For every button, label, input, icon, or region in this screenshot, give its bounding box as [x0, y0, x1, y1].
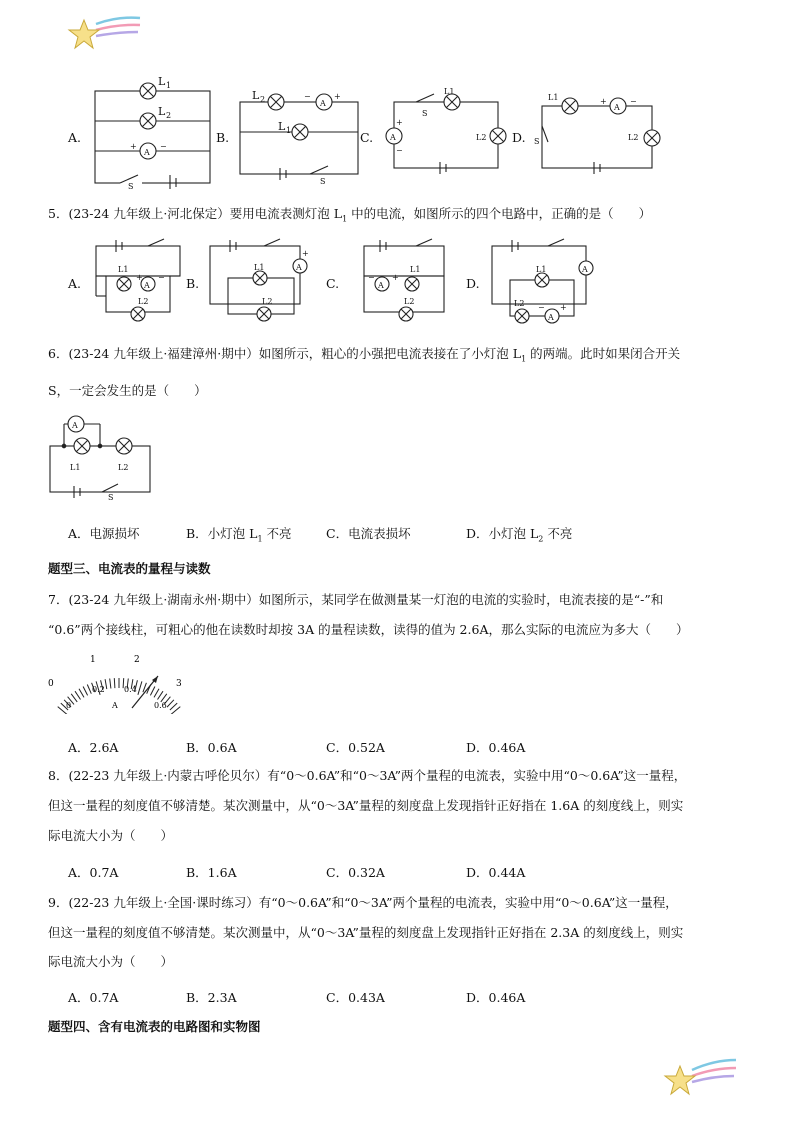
svg-text:S: S [534, 137, 540, 146]
svg-text:−: − [158, 273, 165, 282]
svg-text:L2: L2 [404, 297, 415, 306]
q7-option-c[interactable]: C．0.52A [326, 740, 385, 755]
svg-text:L1: L1 [410, 265, 421, 274]
svg-text:L1: L1 [118, 265, 129, 274]
q6-stem-line2: S，一定会发生的是（ ） [48, 383, 207, 398]
svg-text:L1: L1 [536, 265, 547, 274]
section-heading-4: 题型四、含有电流表的电路图和实物图 [48, 1019, 261, 1034]
q6-option-d[interactable]: D．小灯泡 $L_2$ 不亮 [466, 526, 573, 544]
svg-text:−: − [160, 142, 167, 151]
svg-text:−: − [368, 273, 375, 282]
svg-text:L1: L1 [444, 88, 455, 96]
q6-option-a[interactable]: A．电源损坏 [68, 526, 140, 541]
q4-circuit-c [380, 88, 510, 178]
q8-option-a[interactable]: A．0.7A [68, 865, 119, 880]
svg-text:0.6: 0.6 [154, 701, 167, 710]
svg-text:A: A [320, 99, 326, 108]
svg-text:A: A [390, 133, 396, 142]
svg-text:2: 2 [134, 655, 140, 665]
q9-option-c[interactable]: C．0.43A [326, 990, 385, 1005]
svg-text:A: A [144, 148, 150, 157]
q4-option-d-label: D. [512, 130, 526, 145]
dial-tick [158, 691, 164, 699]
dial-tick [75, 691, 81, 699]
dial-tick [150, 687, 155, 696]
svg-text:L2: L2 [118, 463, 129, 472]
dial-tick [79, 689, 84, 698]
svg-text:L1: L1 [70, 463, 81, 472]
svg-text:−: − [396, 146, 403, 155]
dial-tick [114, 678, 115, 688]
q4-option-c-label: C. [360, 130, 374, 145]
q5-circuit-b [204, 238, 314, 326]
q9-option-d[interactable]: D．0.46A [466, 990, 526, 1005]
svg-text:2: 2 [166, 111, 172, 120]
dial-tick [87, 685, 91, 694]
svg-text:L: L [252, 89, 260, 102]
svg-text:+: + [600, 97, 607, 106]
q8-option-d[interactable]: D．0.44A [466, 865, 526, 880]
q9-stem-line1: 9．(22-23 九年级上·全国·课时练习）有“0～0.6A”和“0～3A”两个量程的电流表，实验中用“0～0.6A”这一量程， [48, 895, 678, 910]
dial-tick [138, 681, 142, 694]
q6-option-c[interactable]: C．电流表损坏 [326, 526, 411, 541]
q5-stem: 5．(23-24 九年级上·河北保定）要用电流表测灯泡 $L_1$ 中的电流，如图所示的四个电路中，正确的是（ ） [48, 206, 652, 224]
q9-option-a[interactable]: A．0.7A [68, 990, 119, 1005]
q4-option-b-label: B. [216, 130, 230, 145]
q8-option-c[interactable]: C．0.32A [326, 865, 385, 880]
dial-tick [83, 687, 88, 696]
section-heading-3: 题型三、电流表的量程与读数 [48, 561, 211, 576]
svg-text:+: + [560, 303, 567, 312]
svg-text:0.2: 0.2 [92, 685, 105, 694]
svg-text:+: + [334, 92, 341, 101]
svg-text:0: 0 [48, 679, 54, 689]
svg-text:2: 2 [260, 95, 266, 104]
q4-option-a-label: A. [68, 130, 82, 145]
q6-stem-line1: 6．(23-24 九年级上·福建漳州·期中）如图所示，粗心的小强把电流表接在了小灯泡 $L_1$ 的两端。此时如果闭合开关 [48, 346, 681, 364]
svg-text:+: + [392, 273, 399, 282]
svg-text:A: A [378, 281, 384, 290]
q7-option-b[interactable]: B．0.6A [186, 740, 237, 755]
svg-text:−: − [304, 92, 311, 101]
svg-text:L: L [278, 120, 286, 133]
q4-circuit-d [534, 88, 664, 178]
star-decoration-bottom [662, 1056, 742, 1100]
q7-stem-line2: “0.6”两个接线柱，可粗心的他在读数时却按 3A 的量程读数，读得的值为 2.6A，那么实际的电流应为多大（ ） [48, 622, 689, 637]
svg-text:1: 1 [90, 655, 96, 665]
svg-text:+: + [130, 142, 137, 151]
svg-text:L2: L2 [628, 133, 639, 142]
svg-text:3: 3 [176, 679, 182, 689]
dial-tick [167, 700, 174, 707]
q9-stem-line3: 际电流大小为（ ） [48, 954, 174, 969]
svg-text:S: S [128, 182, 134, 190]
svg-text:−: − [538, 303, 545, 312]
svg-text:−: − [630, 97, 637, 106]
q7-option-a[interactable]: A．2.6A [68, 740, 119, 755]
svg-text:L1: L1 [548, 93, 559, 102]
q6-option-b[interactable]: B．小灯泡 $L_1$ 不亮 [186, 526, 292, 544]
svg-text:S: S [320, 177, 326, 186]
q5-circuit-c [344, 238, 454, 326]
q7-option-d[interactable]: D．0.46A [466, 740, 526, 755]
q9-option-b[interactable]: B．2.3A [186, 990, 237, 1005]
q5-option-d-label: D. [466, 276, 480, 291]
svg-text:A: A [112, 701, 118, 710]
svg-text:A: A [614, 103, 620, 112]
dial-tick [170, 703, 177, 710]
svg-text:0.4: 0.4 [124, 685, 137, 694]
svg-text:L2: L2 [262, 297, 273, 306]
svg-text:1: 1 [166, 81, 172, 90]
svg-text:L: L [158, 75, 166, 88]
svg-text:S: S [108, 493, 114, 500]
dial-tick [71, 694, 77, 702]
q5-circuit-a [88, 238, 188, 326]
q9-stem-line2: 但这一量程的刻度值不够清楚。某次测量中，从“0～3A”量程的刻度盘上发现指针正好指在 2.3A 的刻度线上，则实 [48, 925, 684, 940]
q4-circuit-a [90, 75, 220, 190]
q7-stem-line1: 7．(23-24 九年级上·湖南永州·期中）如图所示，某同学在做测量某一灯泡的电流的实验时，电流表接的是“-”和 [48, 592, 664, 607]
svg-text:0: 0 [66, 701, 72, 710]
ammeter-dial [44, 648, 194, 714]
svg-text:A: A [72, 421, 78, 430]
svg-text:A: A [296, 263, 302, 272]
svg-text:1: 1 [286, 126, 292, 135]
svg-text:+: + [136, 273, 143, 282]
q5-circuit-d [486, 238, 606, 330]
q5-option-c-label: C. [326, 276, 340, 291]
q5-option-b-label: B. [186, 276, 200, 291]
svg-text:L2: L2 [138, 297, 149, 306]
dial-tick [110, 679, 111, 689]
q8-stem-line3: 际电流大小为（ ） [48, 828, 174, 843]
q8-option-b[interactable]: B．1.6A [186, 865, 237, 880]
svg-text:A: A [144, 281, 150, 290]
q5-option-a-label: A. [68, 276, 82, 291]
svg-text:+: + [302, 249, 309, 258]
svg-text:A: A [582, 265, 588, 274]
q8-stem-line2: 但这一量程的刻度值不够清楚。某次测量中，从“0～3A”量程的刻度盘上发现指针正好指在 1.6A 的刻度线上，则实 [48, 798, 684, 813]
star-decoration-top [66, 14, 146, 58]
dial-tick [105, 679, 107, 689]
svg-text:+: + [396, 118, 403, 127]
svg-text:L: L [158, 105, 166, 118]
dial-tick [170, 707, 181, 714]
svg-text:L2: L2 [514, 299, 525, 308]
q6-circuit [44, 408, 156, 500]
dial-tick [154, 689, 159, 698]
q4-circuit-b [234, 86, 364, 186]
svg-text:A: A [548, 313, 554, 322]
q8-stem-line1: 8．(22-23 九年级上·内蒙古呼伦贝尔）有“0～0.6A”和“0～3A”两个量程的电流表，实验中用“0～0.6A”这一量程， [48, 768, 687, 783]
svg-text:L2: L2 [476, 133, 487, 142]
svg-text:S: S [422, 109, 428, 118]
svg-text:L1: L1 [254, 263, 265, 272]
